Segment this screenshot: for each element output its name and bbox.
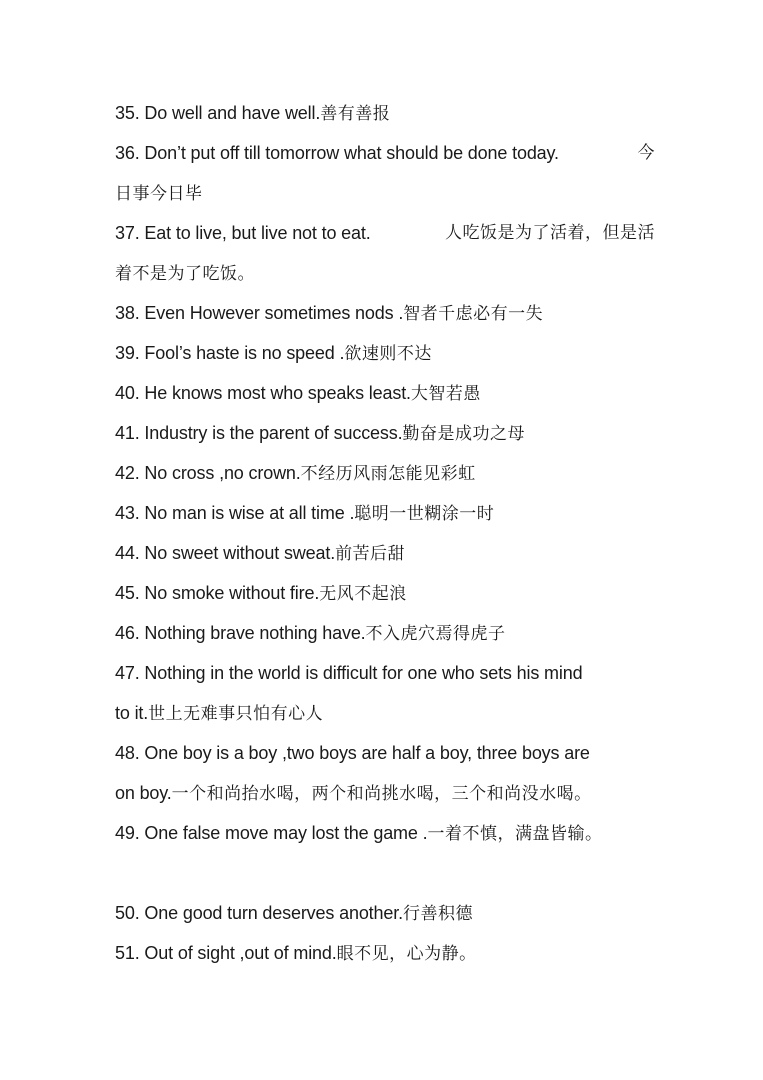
proverb-en: 40. He knows most who speaks least. (115, 383, 411, 403)
proverb-line-50 (115, 898, 655, 938)
proverb-zh-cont: 世上无难事只怕有心人 (148, 704, 324, 724)
proverb-zh: 今 (637, 143, 655, 163)
proverb-en-cont: to it. (115, 703, 149, 723)
proverb-en: 49. One false move may lost the game . (115, 823, 428, 843)
proverb-line-37 (115, 218, 655, 258)
proverb-line-49 (115, 818, 655, 858)
proverb-en-cont: on boy. (115, 783, 172, 803)
proverb-line-47-cont (115, 698, 655, 738)
proverb-line-44 (115, 538, 655, 578)
proverb-zh: 行善积德 (402, 904, 473, 924)
proverb-line-51 (115, 938, 655, 978)
proverb-zh: 前苦后甜 (335, 544, 406, 564)
proverb-en: 46. Nothing brave nothing have. (115, 623, 366, 643)
proverb-line-36 (115, 138, 655, 178)
proverb-line-42 (115, 458, 655, 498)
proverb-line-47 (115, 658, 655, 698)
proverb-line-36-cont (115, 178, 655, 218)
proverb-en: 45. No smoke without fire. (115, 583, 320, 603)
proverb-zh: 善有善报 (320, 104, 391, 124)
proverb-line-41 (115, 418, 655, 458)
proverb-line-37-cont (115, 258, 655, 298)
proverb-zh-cont: 日事今日毕 (115, 184, 203, 204)
proverb-zh: 大智若愚 (410, 384, 481, 404)
proverb-en: 43. No man is wise at all time . (115, 503, 355, 523)
proverb-line-46 (115, 618, 655, 658)
proverb-zh: 智者千虑必有一失 (403, 304, 544, 324)
proverb-line-35 (115, 98, 655, 138)
blank-line (115, 858, 655, 898)
proverb-en: 38. Even However sometimes nods . (115, 303, 404, 323)
proverb-line-43 (115, 498, 655, 538)
proverb-zh: 无风不起浪 (319, 584, 407, 604)
proverb-line-40 (115, 378, 655, 418)
proverb-en: 48. One boy is a boy ,two boys are half a boy, three boys are (115, 743, 590, 763)
proverb-zh: 一着不慎，满盘皆输。 (427, 824, 603, 844)
proverb-line-48-cont (115, 778, 655, 818)
proverb-en: 41. Industry is the parent of success. (115, 423, 403, 443)
proverb-en: 44. No sweet without sweat. (115, 543, 336, 563)
proverb-en: 36. Don’t put off till tomorrow what should be done today. (115, 143, 559, 163)
proverb-zh-cont: 着不是为了吃饭。 (115, 264, 255, 284)
proverb-en: 35. Do well and have well. (115, 103, 321, 123)
proverb-en: 37. Eat to live, but live not to eat. (115, 223, 371, 243)
proverb-en: 42. No cross ,no crown. (115, 463, 301, 483)
proverb-zh: 欲速则不达 (344, 344, 432, 364)
proverb-zh: 聪明一世糊涂一时 (354, 504, 495, 524)
proverb-zh: 不入虎穴焉得虎子 (365, 624, 506, 644)
proverb-line-48 (115, 738, 655, 778)
proverb-line-45 (115, 578, 655, 618)
proverb-en: 50. One good turn deserves another. (115, 903, 403, 923)
proverb-list (115, 98, 655, 978)
proverb-en: 51. Out of sight ,out of mind. (115, 943, 337, 963)
proverb-en: 47. Nothing in the world is difficult for one who sets his mind (115, 663, 583, 683)
proverb-en: 39. Fool’s haste is no speed . (115, 343, 345, 363)
proverb-zh: 勤奋是成功之母 (402, 424, 525, 444)
proverb-zh: 眼不见，心为静。 (336, 944, 477, 964)
proverb-zh-cont: 一个和尚抬水喝，两个和尚挑水喝，三个和尚没水喝。 (171, 784, 592, 804)
proverb-line-39 (115, 338, 655, 378)
proverb-zh: 人吃饭是为了活着，但是活 (445, 223, 655, 243)
proverb-line-38 (115, 298, 655, 338)
proverb-zh: 不经历风雨怎能见彩虹 (300, 464, 476, 484)
